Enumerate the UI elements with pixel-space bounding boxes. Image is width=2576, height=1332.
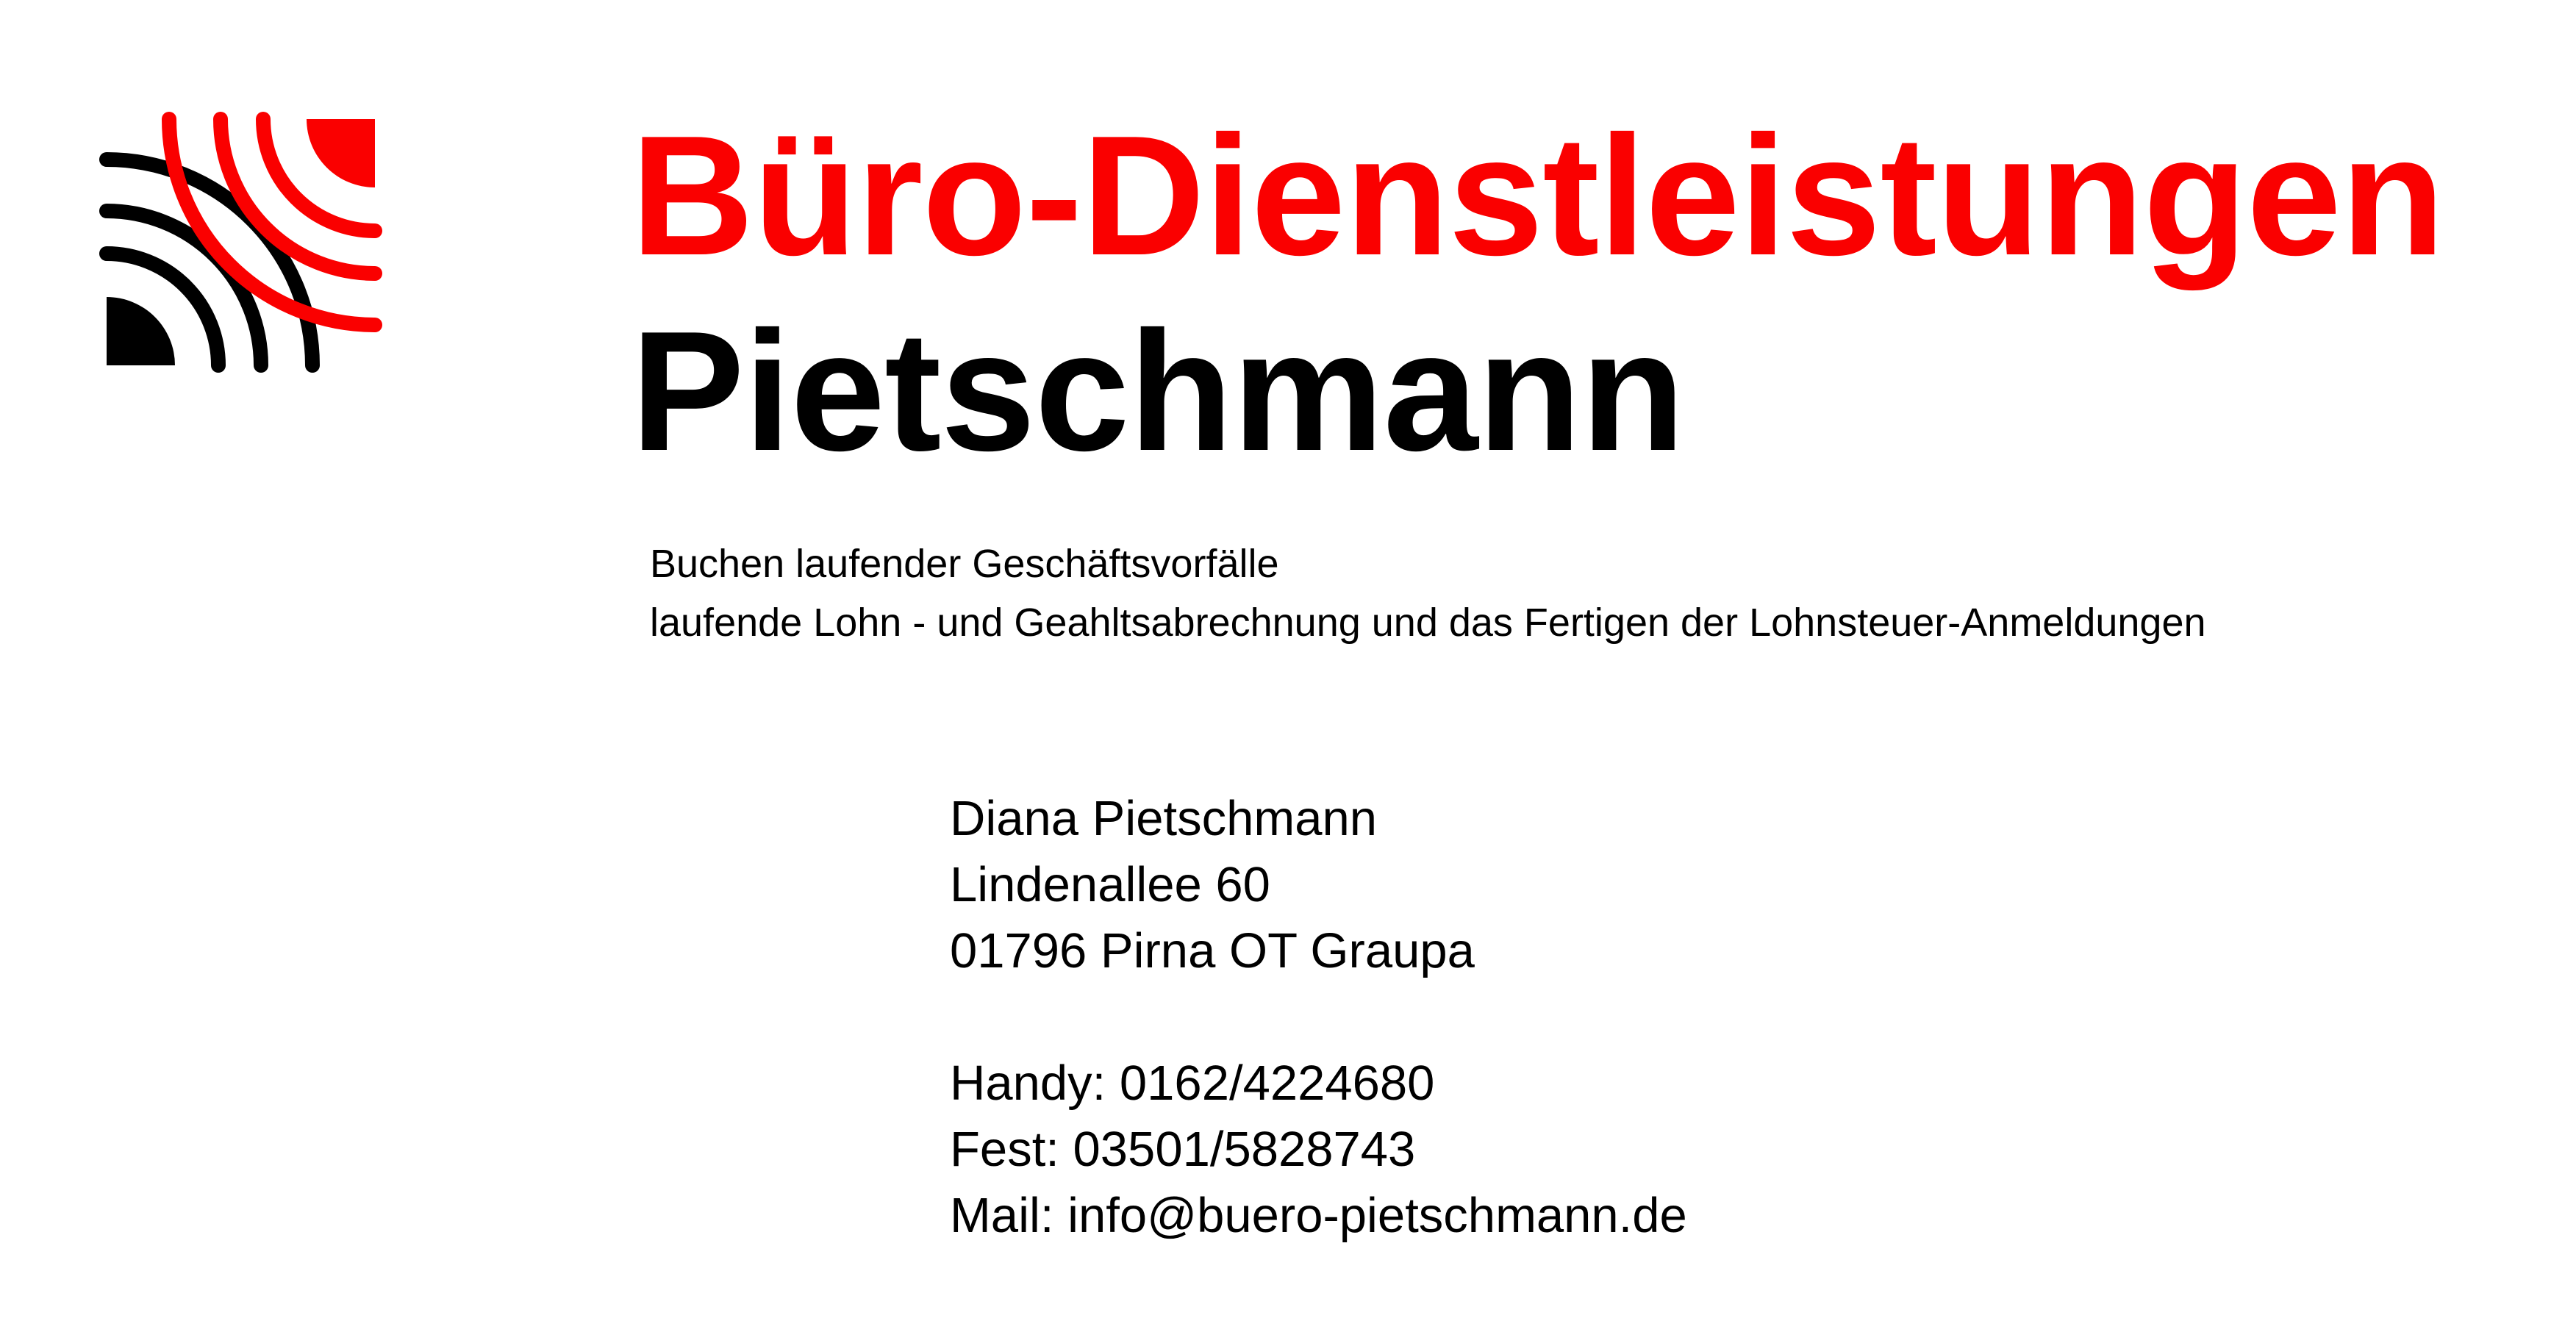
company-logo: [85, 99, 415, 390]
logo-black-quarter-disc: [107, 297, 175, 365]
logo-red-quarter-disc: [307, 119, 375, 187]
services-line-2: laufende Lohn - und Geahltsabrechnung und das Fertigen der Lohnsteuer-Anmeldungen: [650, 601, 2206, 645]
contact-details: [950, 786, 1687, 1249]
services-description: [650, 534, 2206, 652]
contact-city: 01796 Pirna OT Graupa: [950, 923, 1475, 978]
contact-phone-mobile: Handy: 0162/4224680: [950, 1056, 1435, 1111]
contact-street: Lindenallee 60: [950, 857, 1270, 912]
contact-phone-landline: Fest: 03501/5828743: [950, 1122, 1416, 1177]
company-name-line2: Pietschmann: [631, 296, 1684, 487]
company-name-line1: Büro-Dienstleistungen: [631, 101, 2444, 291]
services-line-1: Buchen laufender Geschäftsvorfälle: [650, 542, 1279, 586]
contact-email: Mail: info@buero-pietschmann.de: [950, 1188, 1687, 1243]
contact-person-name: Diana Pietschmann: [950, 791, 1377, 846]
contact-spacer: [950, 984, 1687, 1050]
